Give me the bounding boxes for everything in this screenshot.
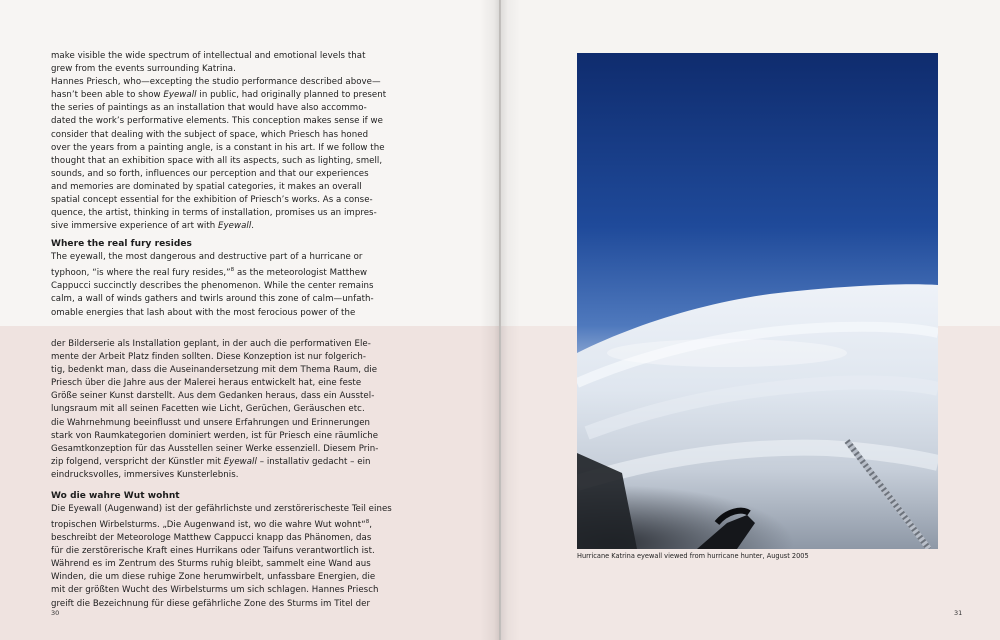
left-page: [0, 0, 499, 640]
heading-where-the-real-fury-resides: Where the real fury resides: [51, 239, 192, 250]
footnote-marker: 8: [365, 519, 370, 526]
heading-wo-die-wahre-wut-wohnt: Wo die wahre Wut wohnt: [51, 491, 180, 502]
en-paragraph-2: Hannes Priesch, who—excepting the studio performance described above— hasn’t been able to show Eyewall in public, had originally planned to present the series of paintings as an installation that would have also accommo- dated the work’s performative elements. This conception makes sense if we consider that dealing with the subject of space, which Priesch has honed over the years from a painting angle, is a constant in his art. If we follow the thought that an exhibition space with all its aspects, such as lighting, smell, sounds, and so forth, influences our perception and that our experiences and memories are dominated by spatial categories, it makes an overall spatial concept essential for the exhibition of Priesch’s works. As a conse- quence, the artist, thinking in terms of installation, promises us an impres- sive immersive experience of art with Eyewall.: [51, 77, 387, 232]
en-paragraph-3: The eyewall, the most dangerous and destructive part of a hurricane or typhoon, “is where the real fury resides,”$^8$ as the meteorologist Matthew Cappucci succinctly describes the phenomenon. While the center remains calm, a wall of winds gathers and twirls around this zone of calm—unfath- omable energies that lash about with the most ferocious power of the: [51, 252, 374, 318]
title-eyewall: Eyewall: [218, 221, 252, 232]
english-text-block: [51, 50, 431, 320]
photo-caption: Hurricane Katrina eyewall viewed from hurricane hunter, August 2005: [577, 552, 809, 560]
hurricane-eyewall-photo: [577, 53, 938, 549]
title-eyewall: Eyewall: [223, 456, 257, 467]
de-paragraph-2: Die Eyewall (Augenwand) ist der gefährlichste und zerstörerischeste Teil eines tropischen Wirbelsturms. „Die Augenwand ist, wo die wahre Wut wohnt“$^8$, beschreibt der Meteorologe Matthew Cappucci knapp das Phänomen, das für die zerstörerische Kraft eines Hurrikans oder Taifuns verantwortlich ist. Während es im Zentrum des Sturms ruhig bleibt, sammelt eine Wand aus Winden, die um diese ruhige Zone herumwirbelt, unfassbare Energien, die mit der größten Wucht des Wirbelsturms um sich schlagen. Hannes Priesch greift die Bezeichnung für diese gefährliche Zone des Sturms im Titel der: [51, 504, 392, 609]
page-number-right: 31: [954, 609, 963, 617]
page-number-left: 30: [51, 609, 60, 617]
de-paragraph-1: der Bilderserie als Installation geplant, in der auch die performativen Ele- mente der Arbeit Platz finden sollten. Diese Konzeption ist nur folgerich- tig, bedenkt man, dass die Auseinandersetzung mit dem Thema Raum, die Priesch über die Jahre aus der Malerei heraus entwickelt hat, eine feste Größe seiner Kunst darstellt. Aus dem Gedanken heraus, dass ein Ausstel- lungsraum mit all seinen Facetten wie Licht, Gerüchen, Geräuschen etc. die Wahrnehmung beeinflusst und unsere Erfahrungen und Erinnerungen stark von Raumkategorien dominiert werden, ist für Priesch eine räumliche Gesamtkonzeption für das Ausstellen seiner Werke essenziell. Diesem Prin- zip folgend, verspricht der Künstler mit Eyewall – installativ gedacht – ein eindrucksvolles, immersives Kunsterlebnis.: [51, 339, 379, 480]
footnote-marker: 8: [230, 267, 235, 274]
en-paragraph-1: make visible the wide spectrum of intellectual and emotional levels that grew from the events surrounding Katrina.: [51, 51, 366, 75]
title-eyewall: Eyewall: [163, 90, 197, 101]
german-text-block: [51, 338, 431, 611]
